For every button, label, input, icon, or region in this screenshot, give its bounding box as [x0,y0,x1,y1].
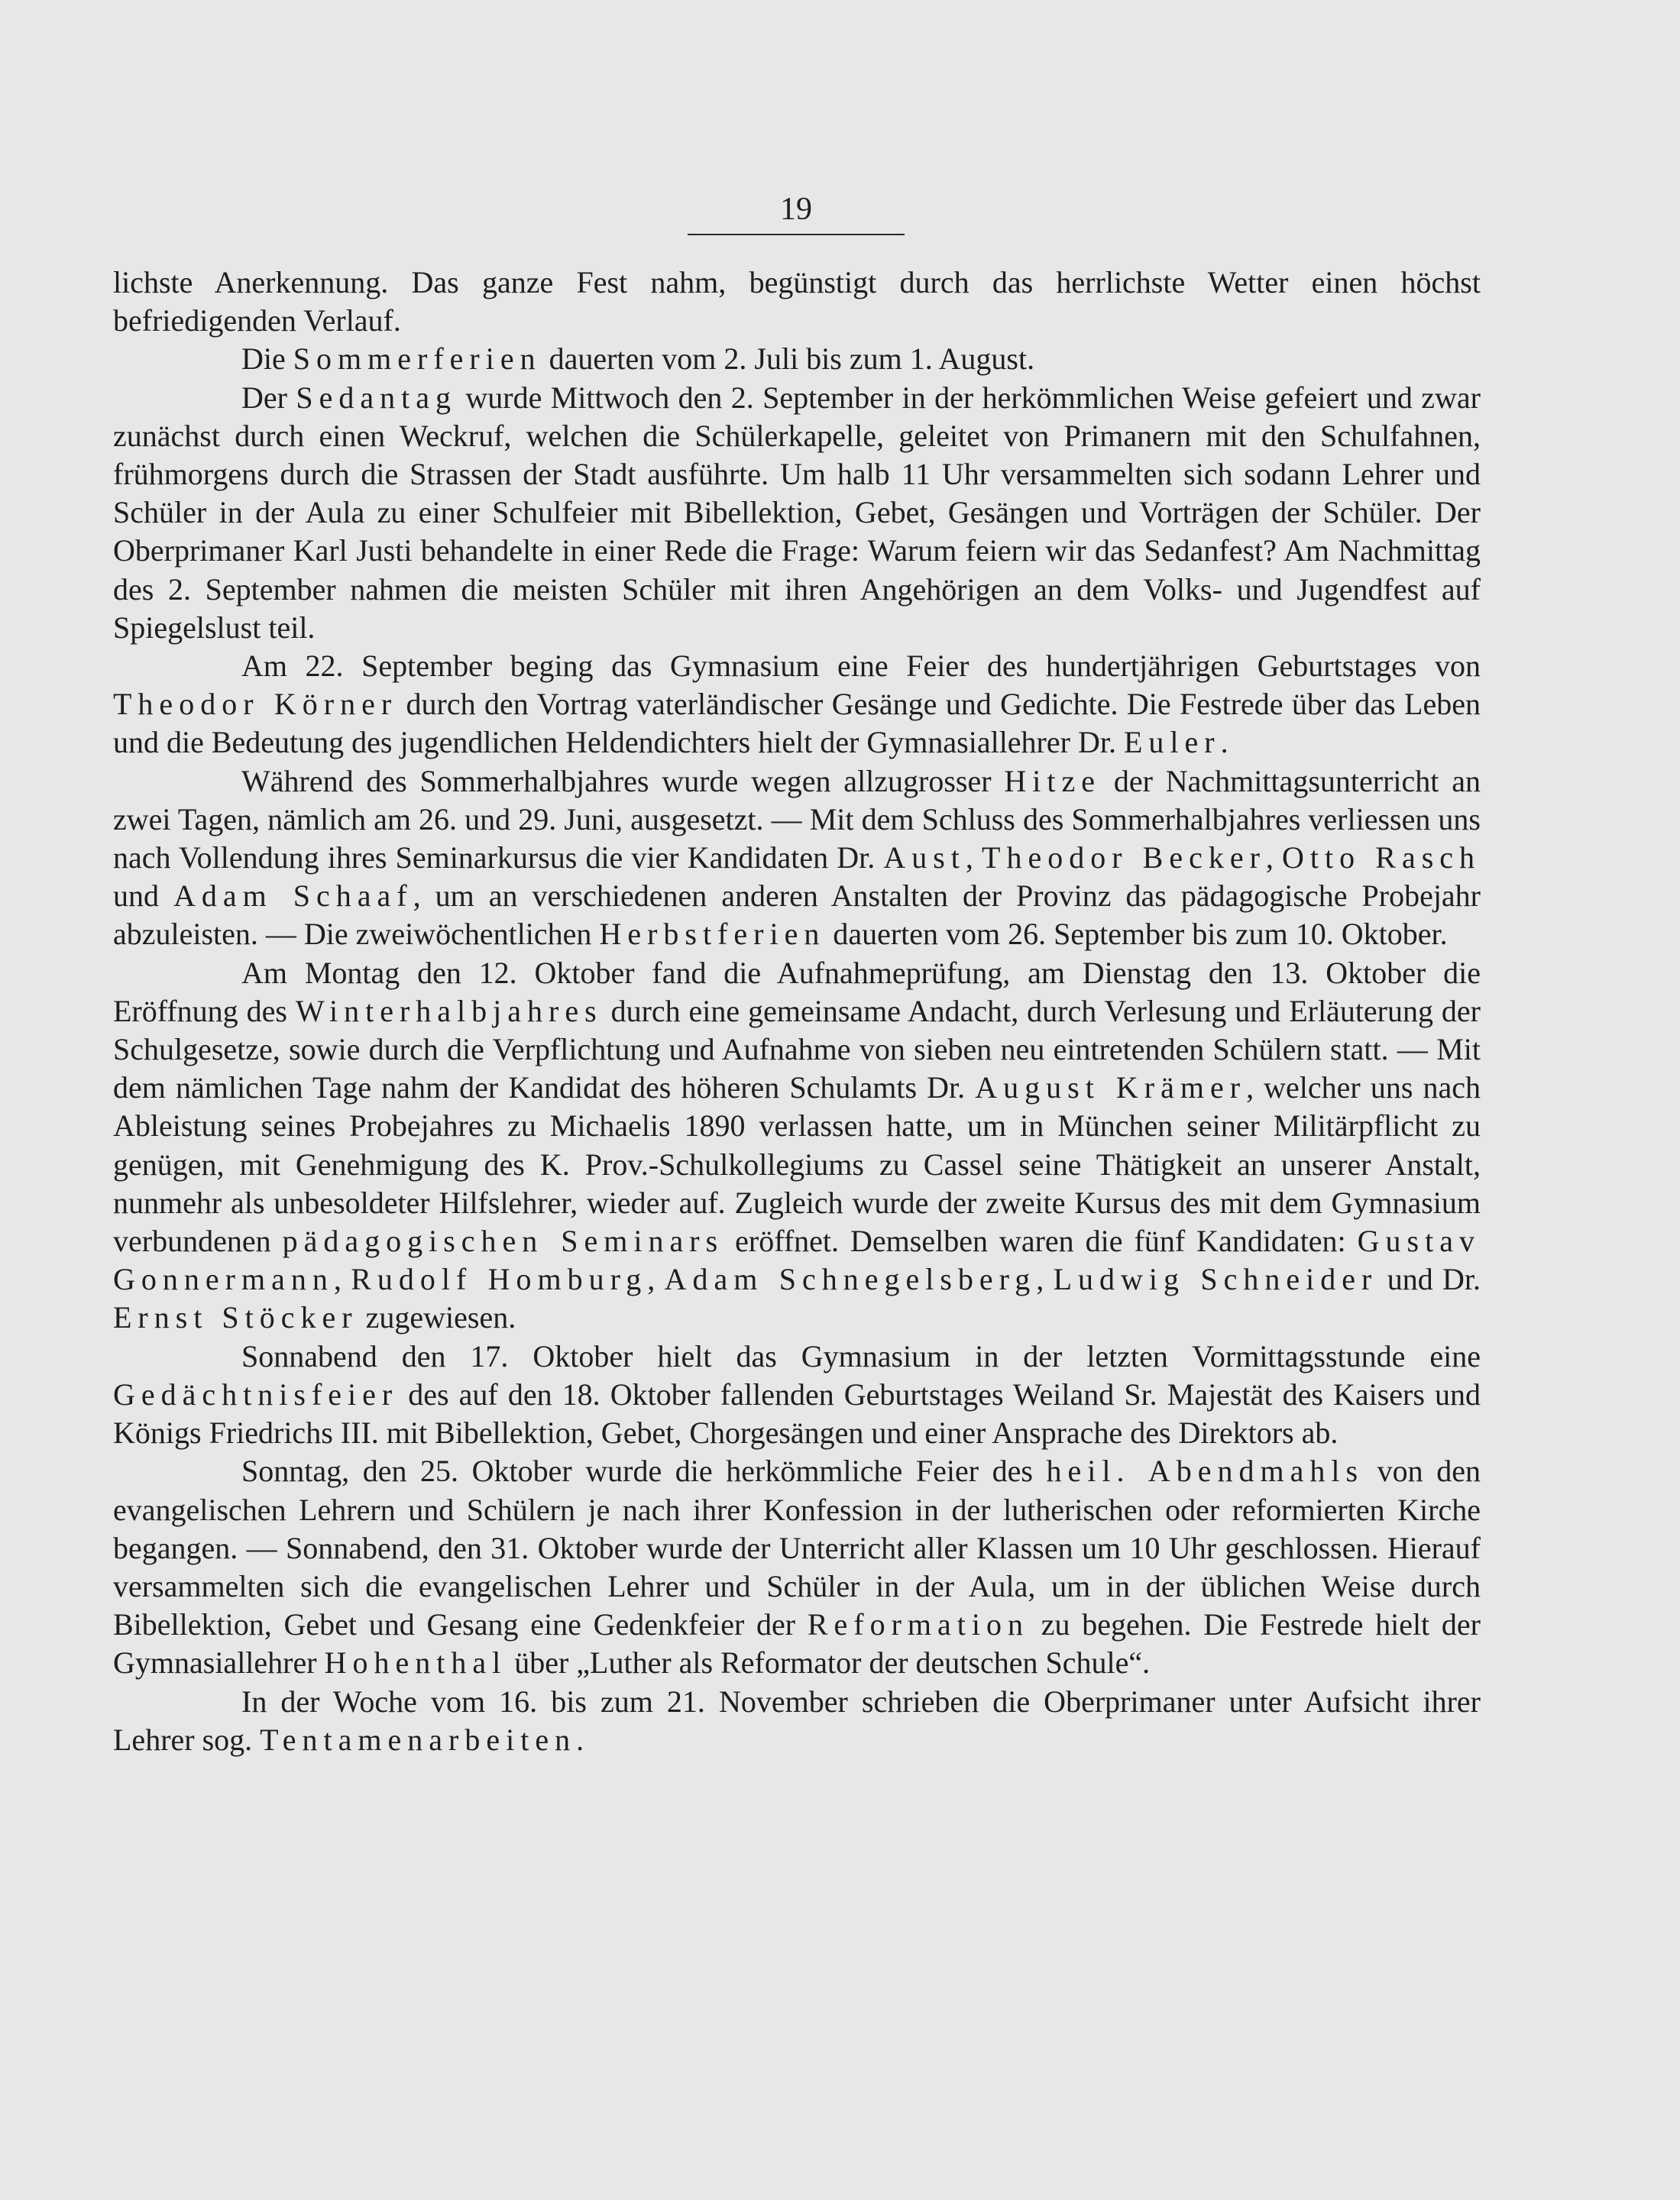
page-number: 19 [780,192,812,227]
text-run: Während des Sommerhalbjahres wurde wegen allzugrosser [241,763,1005,798]
paragraph [113,954,1481,1338]
spaced-emphasis: Sedantag [296,380,457,415]
spaced-emphasis: Theodor Becker [982,840,1266,875]
spaced-emphasis: Hohenthal [324,1645,507,1681]
text-run: , [333,1262,351,1297]
spaced-emphasis: Reformation [807,1607,1030,1642]
text-run: Am Montag den 12. Oktober fand die Aufnahmeprüfung, am Dienstag den 13. Oktober die Eröffnung des [113,955,1481,1028]
text-run: , [647,1262,665,1297]
paragraph [113,264,1481,340]
spaced-emphasis: Herbstferien [599,917,826,952]
spaced-emphasis: Theodor Körner [113,687,398,722]
text-run: lichste Anerkennung. Das ganze Fest nahm, begünstigt durch das herrlichste Wetter einen höchst befriedigenden Verlauf. [113,265,1481,338]
text-run: Am 22. September beging das Gymnasium eine Feier des hundertjährigen Geburtstages von [241,649,1481,684]
spaced-emphasis: Ernst Stöcker [113,1300,358,1335]
text-run: von den evangelischen Lehrern und Schülern je nach ihrer Konfession in der lutherischen oder reformierten Kirche begangen. — Sonnabend, den 31. Oktober wurde der Unterricht aller Klassen um 10 Uhr geschlossen. Hierauf versammelten sich die evangelischen Lehrer und Schüler in der Aula, um in der üblichen Weise durch Bibellektion, Gebet und Gesang eine Gedenkfeier der [113,1454,1481,1642]
spaced-emphasis: Adam Schaaf [173,878,413,914]
spaced-emphasis: Rudolf Homburg [351,1262,648,1297]
text-run: Sonntag, den 25. Oktober wurde die herkömmliche Feier des [241,1454,1047,1489]
text-run: wurde Mittwoch den 2. September in der herkömmlichen Weise gefeiert und zwar zunächst durch einen Weckruf, welchen die Schülerkapelle, geleitet von Primanern mit den Schulfahnen, frühmorgens durch die Strassen der Stadt ausführte. Um halb 11 Uhr versammelten sich sodann Lehrer und Schüler in der Aula zu einer Schulfeier mit Bibellektion, Gebet, Gesängen und Vorträgen der Schüler. Der Oberprimaner Karl Justi behandelte in einer Rede die Frage: Warum feiern wir das Sedanfest? Am Nachmittag des 2. September nahmen die meisten Schüler mit ihren Angehörigen an dem Volks- und Jugendfest auf Spiegelslust teil. [113,380,1481,645]
text-run: zugewiesen. [358,1300,516,1335]
text-run: durch den Vortrag vaterländischer Gesänge und Gedichte. Die Festrede über das Leben und die Bedeutung des jugendlichen Heldendichters hielt der Gymnasiallehrer Dr. [113,687,1481,760]
paragraph [113,1452,1481,1682]
page-header [688,191,905,235]
paragraph [113,762,1481,954]
spaced-emphasis: Aust [883,840,966,875]
spaced-emphasis: heil. Abendmahls [1046,1454,1364,1489]
text-run: , [1265,840,1283,875]
spaced-emphasis: Winterhalbjahres [295,993,603,1028]
text-run: eröffnet. Demselben waren die fünf Kandidaten: [723,1224,1358,1259]
text-run: durch eine gemeinsame Andacht, durch Verlesung und Erläuterung der Schulgesetze, sowie durch die Verpflichtung und Aufnahme von sieben neu eintretenden Schülern statt. — Mit dem nämlichen Tage nahm der Kandidat des höheren Schulamts Dr. [113,993,1481,1105]
text-run: Der [241,380,296,415]
text-run: , [1036,1262,1054,1297]
spaced-emphasis: Sommerferien [293,341,542,377]
text-run: , welcher uns nach Ableistung seines Probejahres zu Michaelis 1890 verlassen hatte, um in München seiner Militärpflicht zu genügen, mit Genehmigung des K. Prov.-Schulkollegiums zu Cassel seine Thätigkeit an unserer Anstalt, nunmehr als unbesoldeter Hilfslehrer, wieder auf. Zugleich wurde der zweite Kursus des mit dem Gymnasium verbundenen [113,1070,1481,1259]
text-run: und Dr. [1377,1262,1481,1297]
paragraph [113,647,1481,762]
spaced-emphasis: Gedächtnisfeier [113,1377,399,1412]
spaced-emphasis: Gustav Gonnermann [113,1224,1481,1297]
text-run: Die [241,341,293,377]
paragraph [113,379,1481,647]
spaced-emphasis: August Krämer [975,1070,1247,1105]
text-run: Sonnabend den 17. Oktober hielt das Gymnasium in der letzten Vormittagsstunde eine [241,1338,1481,1373]
spaced-emphasis: Ludwig Schneider [1053,1262,1378,1297]
text-run: In der Woche vom 16. bis zum 21. November schrieben die Oberprimaner unter Aufsicht ihrer Lehrer sog. [113,1684,1481,1757]
header-rule [688,234,905,235]
paragraph [113,1683,1481,1759]
text-run: über „Luther als Reformator der deutschen Schule“. [507,1645,1151,1681]
spaced-emphasis: Adam Schnegelsberg [664,1262,1037,1297]
text-run: . [1220,725,1228,760]
text-run: und [113,878,174,914]
text-run: dauerten vom 26. September bis zum 10. Oktober. [825,917,1448,952]
spaced-emphasis: pädagogischen Seminars [282,1224,724,1259]
paragraph [113,1338,1481,1453]
text-run: . [576,1722,584,1757]
spaced-emphasis: Tentamenarbeiten [260,1722,577,1757]
text-run: zu begehen. Die Festrede hielt der Gymnasiallehrer [113,1607,1481,1681]
text-run: dauerten vom 2. Juli bis zum 1. August. [541,341,1035,377]
text-run: der Nachmittagsunterricht an zwei Tagen, nämlich am 26. und 29. Juni, ausgesetzt. — Mit dem Schluss des Sommerhalbjahres verliessen uns nach Vollendung ihres Seminarkursus die vier Kandidaten Dr. [113,763,1481,875]
text-run: , um an verschiedenen anderen Anstalten der Provinz das pädagogische Probejahr abzuleisten. — Die zweiwöchentlichen [113,878,1481,952]
spaced-emphasis: Euler [1123,725,1221,760]
paragraph [113,340,1481,378]
spaced-emphasis: Hitze [1004,763,1102,798]
spaced-emphasis: Otto Rasch [1282,840,1481,875]
body-text [113,264,1481,1759]
text-run: des auf den 18. Oktober fallenden Geburtstages Weiland Sr. Majestät des Kaisers und Königs Friedrichs III. mit Bibellektion, Gebet, Chorgesängen und einer Ansprache des Direktors ab. [113,1377,1481,1451]
text-run: , [965,840,982,875]
